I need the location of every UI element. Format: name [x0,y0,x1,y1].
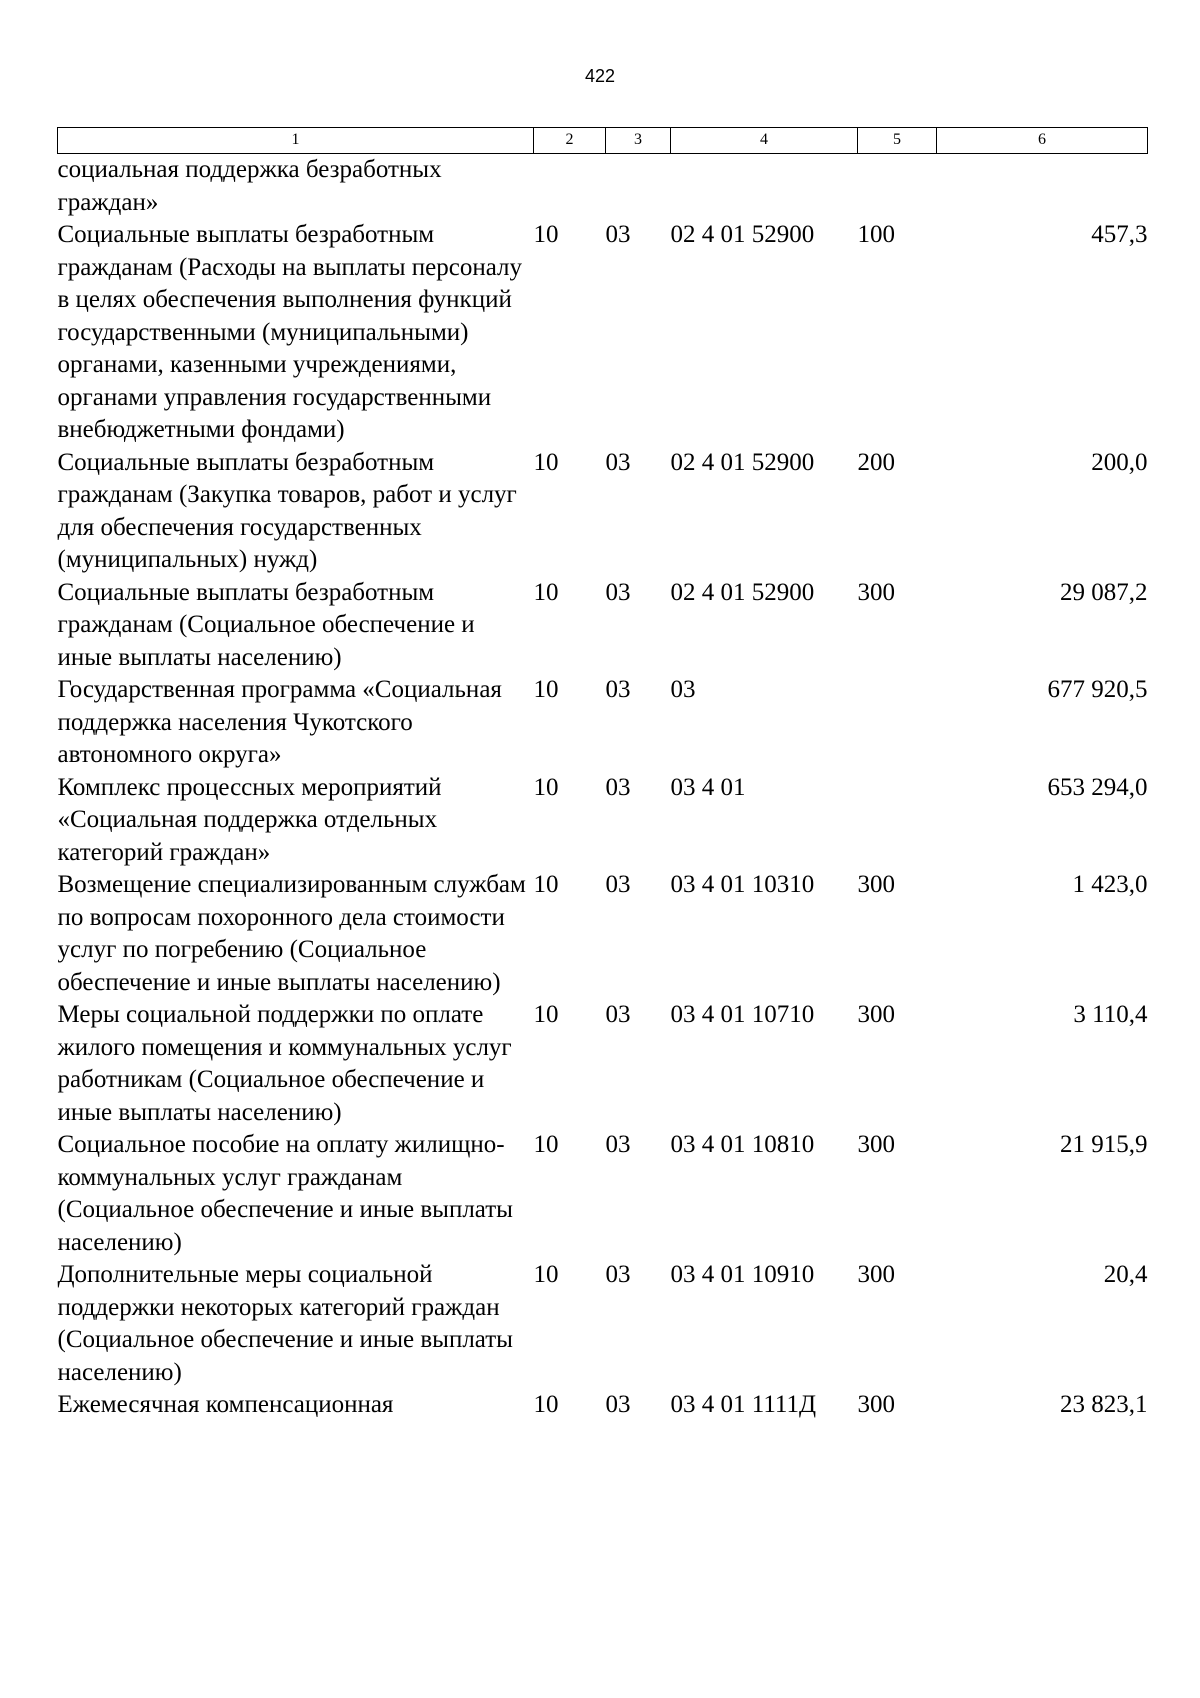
row-name: Меры социальной поддержки по оплате жилого помещения и коммунальных услуг работникам (Социальное обеспечение и иные выплаты населению) [57,1001,512,1126]
row-expense-type: 100 [857,221,895,248]
row-name: Дополнительные меры социальной поддержки некоторых категорий граждан (Социальное обеспечение и иные выплаты населению) [57,1261,513,1386]
table-body [58,154,1148,1422]
table-row [58,577,1148,675]
row-name: Государственная программа «Социальная поддержка населения Чукотского автономного округа» [57,676,502,768]
row-subsection: 03 [605,676,631,703]
row-target-article: 03 4 01 [670,773,746,801]
row-name: Социальные выплаты безработным гражданам (Закупка товаров, работ и услуг для обеспечения государственных (муниципальных) нужд) [57,448,517,573]
row-target-article: 03 4 01 10810 [670,1131,815,1158]
row-subsection: 03 [605,773,631,801]
row-section: 10 [533,871,559,898]
row-amount: 653 294,0 [1047,773,1148,801]
table-row [58,1389,1148,1422]
row-target-article: 02 4 01 52900 [670,448,815,476]
header-col-5: 5 [858,128,937,154]
row-amount: 23 823,1 [1060,1391,1148,1418]
row-amount: 21 915,9 [1060,1131,1148,1158]
row-section: 10 [533,448,559,476]
table-row [58,772,1148,870]
row-expense-type [858,674,937,772]
row-amount: 200,0 [1091,448,1148,476]
row-section: 10 [533,1391,559,1418]
row-expense-type: 300 [857,1261,895,1288]
row-expense-type: 300 [857,1001,895,1028]
row-section [534,154,606,220]
header-col-1: 1 [58,128,534,154]
table-row [58,869,1148,999]
table-row [58,1129,1148,1259]
header-col-4: 4 [671,128,858,154]
page-number: 422 [584,66,616,86]
row-expense-type [858,154,937,220]
header-col-3: 3 [606,128,671,154]
row-target-article: 02 4 01 52900 [670,221,815,248]
row-target-article: 03 4 01 1111Д [670,1391,817,1418]
row-expense-type: 300 [857,871,895,898]
table-row [58,447,1148,577]
row-name: Ежемесячная компенсационная [57,1391,394,1418]
row-name: Социальные выплаты безработным гражданам (Расходы на выплаты персоналу в целях обеспечения выполнения функций государственными (муниципальными) органами, казенными учреждениями, органами управления государственными внебюджетными фондами) [57,221,523,443]
header-col-6: 6 [937,128,1148,154]
row-subsection [606,154,671,220]
row-expense-type [858,772,937,870]
row-target-article: 03 4 01 10710 [670,1001,815,1028]
row-target-article: 03 4 01 10310 [670,871,815,898]
row-subsection: 03 [605,871,631,898]
row-target-article [671,154,858,220]
header-col-2: 2 [534,128,606,154]
budget-table [57,127,1148,1422]
row-subsection: 03 [605,448,631,476]
row-section: 10 [533,676,559,703]
row-subsection: 03 [605,1261,631,1288]
row-name: социальная поддержка безработных граждан» [57,156,442,216]
row-expense-type: 200 [857,448,895,476]
row-amount: 29 087,2 [1060,578,1148,606]
table-header [58,128,1148,154]
row-target-article: 03 4 01 10910 [670,1261,815,1288]
header-row [58,128,1148,154]
row-subsection: 03 [605,1391,631,1418]
row-expense-type: 300 [857,1131,895,1158]
row-amount: 1 423,0 [1072,871,1148,898]
row-name: Комплекс процессных мероприятий «Социальная поддержка отдельных категорий граждан» [57,773,442,866]
row-target-article: 02 4 01 52900 [670,578,815,606]
table-row [58,154,1148,220]
table-row [58,999,1148,1129]
row-name: Социальное пособие на оплату жилищно-коммунальных услуг гражданам (Социальное обеспечение и иные выплаты населению) [57,1131,513,1256]
row-amount: 3 110,4 [1073,1001,1148,1028]
row-name: Возмещение специализированным службам по вопросам похоронного дела стоимости услуг по погребению (Социальное обеспечение и иные выплаты населению) [57,871,526,996]
row-section: 10 [533,221,559,248]
row-subsection: 03 [605,1001,631,1028]
table-row [58,1259,1148,1389]
row-amount [937,154,1148,220]
row-section: 10 [533,773,559,801]
row-section: 10 [533,1001,559,1028]
row-expense-type: 300 [857,1391,895,1418]
row-amount: 457,3 [1091,221,1148,248]
row-expense-type: 300 [857,578,895,606]
row-section: 10 [533,1261,559,1288]
row-section: 10 [533,1131,559,1158]
row-amount: 20,4 [1103,1261,1148,1288]
row-name: Социальные выплаты безработным гражданам (Социальное обеспечение и иные выплаты населению) [57,578,475,671]
row-subsection: 03 [605,1131,631,1158]
table-row [58,219,1148,447]
row-subsection: 03 [605,221,631,248]
row-target-article: 03 [670,676,696,703]
table-row [58,674,1148,772]
row-amount: 677 920,5 [1047,676,1148,703]
row-subsection: 03 [605,578,631,606]
row-section: 10 [533,578,559,606]
